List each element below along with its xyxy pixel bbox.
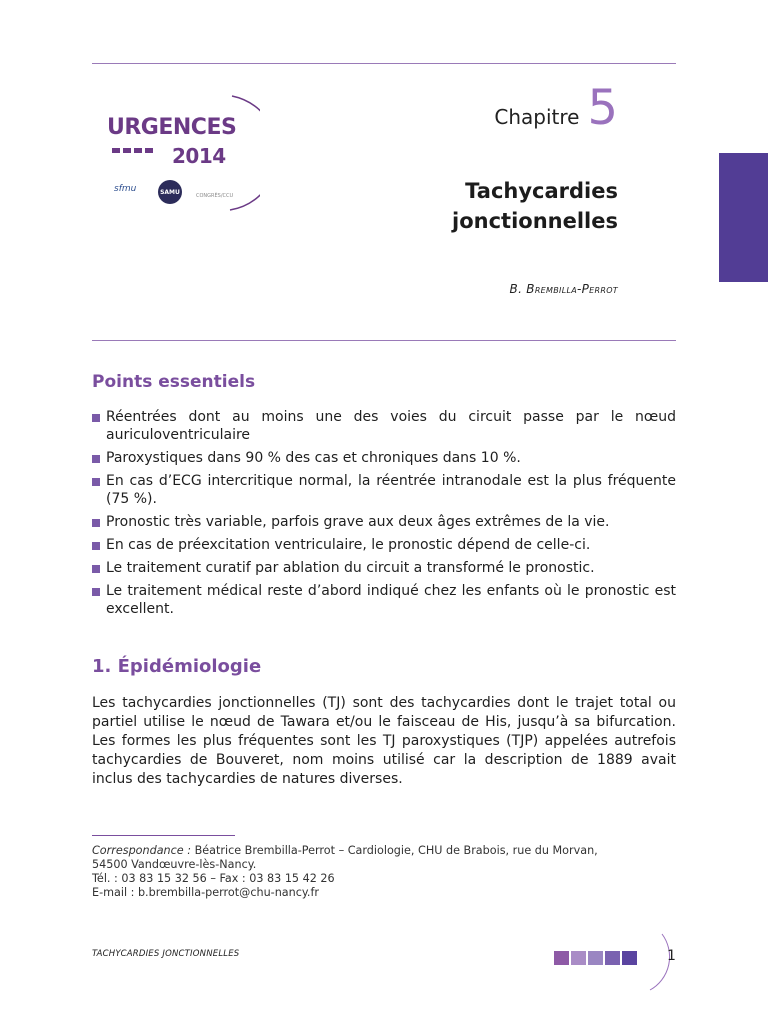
points-heading: Points essentiels — [92, 372, 256, 392]
footnote-rule — [92, 835, 235, 836]
list-item — [92, 559, 676, 577]
square-bullet-icon — [92, 542, 100, 550]
list-item — [92, 449, 676, 467]
list-item — [92, 582, 676, 618]
chapter-label: Chapitre — [494, 105, 580, 129]
point-text: Le traitement curatif par ablation du circuit a transformé le pronostic. — [106, 560, 595, 576]
footnote-line-1 — [92, 844, 682, 858]
chapter-side-tab — [719, 153, 768, 282]
square-bullet-icon — [92, 565, 100, 573]
logo-subtitle: CONGRÈS/CCU — [196, 193, 234, 199]
title-line-2: jonctionnelles — [452, 209, 618, 233]
header-bottom-rule — [92, 340, 676, 341]
section-heading-epidemiologie: 1. Épidémiologie — [92, 656, 262, 677]
author-name: B. Brembilla-Perrot — [509, 282, 618, 296]
page-arc-icon — [600, 920, 710, 1000]
footnote-line-4: E-mail : b.brembilla-perrot@chu-nancy.fr — [92, 886, 320, 899]
point-text: En cas d’ECG intercritique normal, la réentrée intranodale est la plus fréquente (75 %). — [106, 473, 676, 507]
logo-year: 2014 — [172, 144, 226, 168]
list-item — [92, 513, 676, 531]
top-rule — [92, 63, 676, 64]
title-line-1: Tachycardies — [465, 179, 618, 203]
running-title: TACHYCARDIES JONCTIONNELLES — [92, 949, 240, 959]
chapter-heading — [494, 80, 618, 136]
footnote-text: Béatrice Brembilla-Perrot – Cardiologie, CHU de Brabois, rue du Morvan, — [191, 844, 598, 857]
urgences-logo — [100, 92, 260, 217]
footnote-label: Correspondance : — [92, 844, 192, 857]
decorative-square — [554, 951, 569, 965]
square-bullet-icon — [92, 588, 100, 596]
square-bullet-icon — [92, 519, 100, 527]
page-number: 1 — [667, 948, 676, 964]
list-item — [92, 536, 676, 554]
decorative-square — [571, 951, 586, 965]
list-item — [92, 472, 676, 508]
square-bullet-icon — [92, 478, 100, 486]
samu-logo: SAMU — [158, 180, 182, 204]
section-paragraph: Les tachycardies jonctionnelles (TJ) sont des tachycardies dont le trajet total ou partiel utilise le nœud de Tawara et/ou le faisceau de His, jusqu’à sa bifurcation. Les formes les plus fréquentes sont les TJ paroxystiques (TJP) appelées autrefois tachycardies de Bouveret, nom moins utilisé car la description de 1889 avait inclus des tachycardies de natures diverses. — [92, 695, 676, 787]
footnote-line-2: 54500 Vandœuvre-lès-Nancy. — [92, 858, 257, 871]
square-bullet-icon — [92, 455, 100, 463]
point-text: En cas de préexcitation ventriculaire, le pronostic dépend de celle-ci. — [106, 537, 591, 553]
square-bullet-icon — [92, 414, 100, 422]
list-item — [92, 408, 676, 444]
points-list — [92, 408, 676, 623]
footnote-line-3: Tél. : 03 83 15 32 56 – Fax : 03 83 15 42 26 — [92, 872, 335, 885]
point-text: Pronostic très variable, parfois grave aux deux âges extrêmes de la vie. — [106, 514, 610, 530]
point-text: Paroxystiques dans 90 % des cas et chroniques dans 10 %. — [106, 450, 521, 466]
chapter-title — [452, 176, 618, 236]
point-text: Réentrées dont au moins une des voies du circuit passe par le nœud auriculoventriculaire — [106, 409, 676, 443]
logo-word: URGENCES — [107, 115, 237, 140]
sfmu-logo: sfmu — [114, 184, 137, 194]
chapter-number: 5 — [587, 80, 618, 136]
footnote — [92, 844, 682, 900]
logo-dots — [112, 148, 153, 153]
point-text: Le traitement médical reste d’abord indiqué chez les enfants où le pronostic est excellent. — [106, 583, 676, 617]
